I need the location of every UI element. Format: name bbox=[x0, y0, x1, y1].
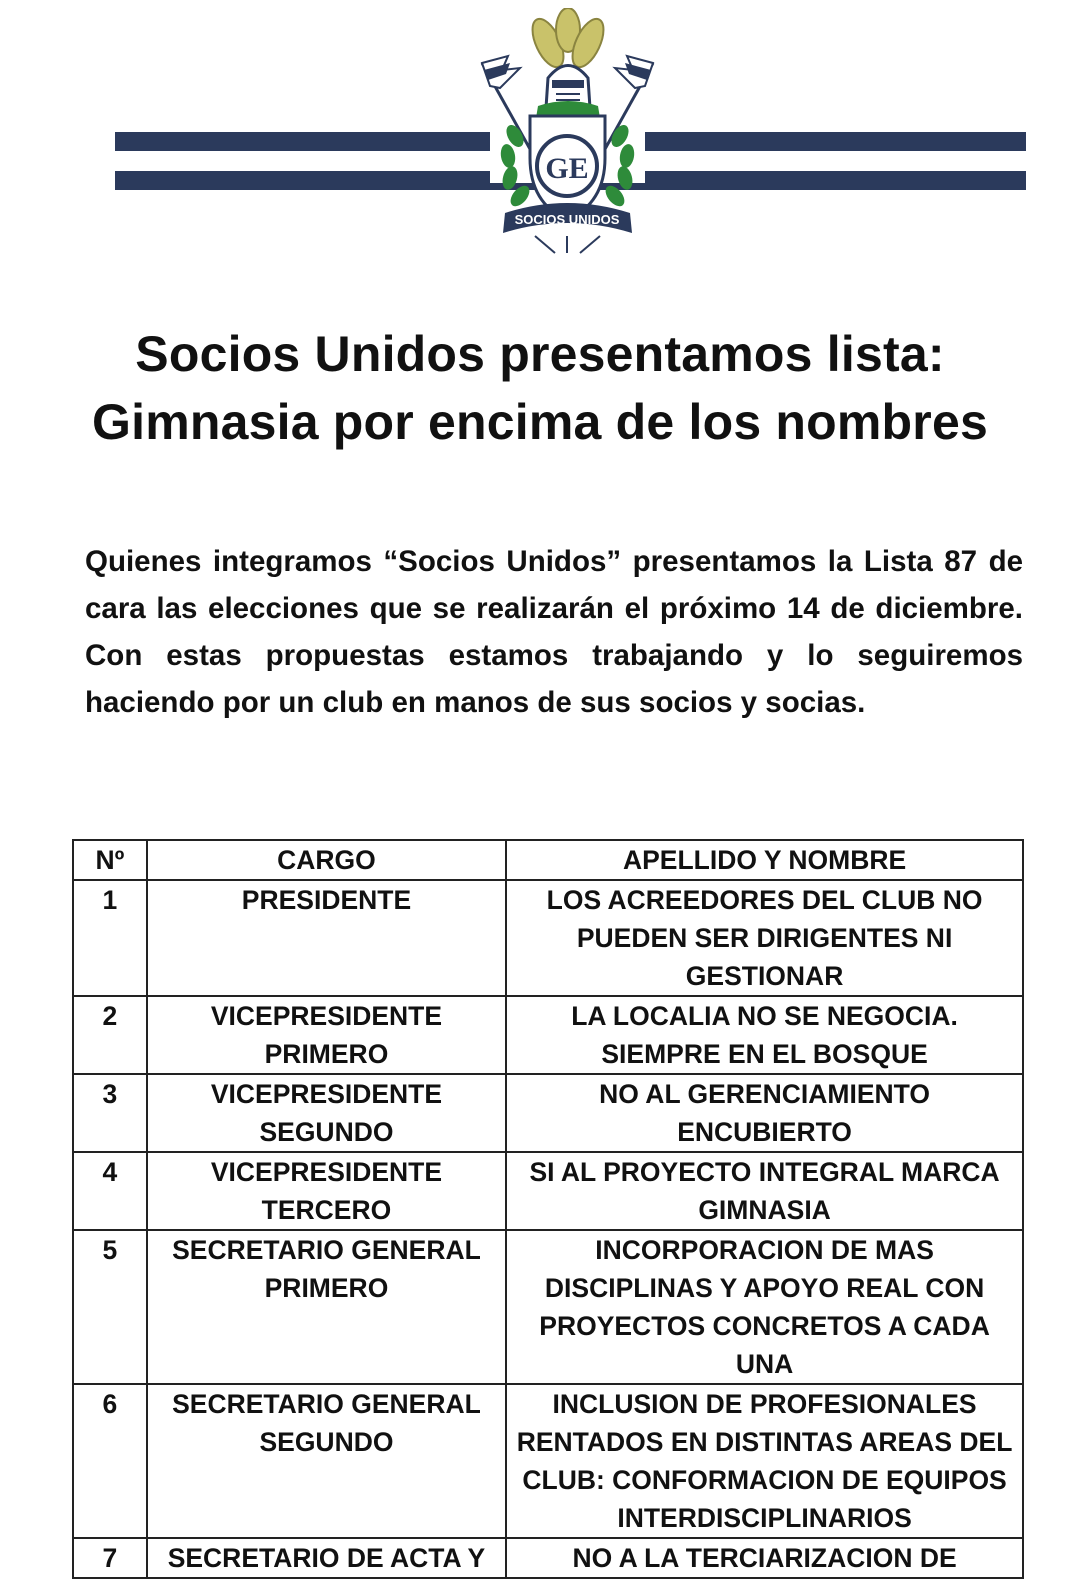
row-nombre: INCORPORACION DE MAS DISCIPLINAS Y APOYO REAL CON PROYECTOS CONCRETOS A CADA UNA bbox=[506, 1230, 1023, 1384]
row-nombre: INCLUSION DE PROFESIONALES RENTADOS EN DISTINTAS AREAS DEL CLUB: CONFORMACION DE EQUIPOS INTERDISCIPLINARIOS bbox=[506, 1384, 1023, 1538]
row-cargo: SECRETARIO GENERAL PRIMERO bbox=[147, 1230, 506, 1384]
table-row bbox=[73, 996, 1023, 1074]
page-title-line-1: Socios Unidos presentamos lista: bbox=[135, 326, 945, 382]
table-header-row bbox=[73, 840, 1023, 880]
table-row bbox=[73, 1384, 1023, 1538]
row-number: 3 bbox=[73, 1074, 147, 1152]
table-row bbox=[73, 1230, 1023, 1384]
column-header-nombre: APELLIDO Y NOMBRE bbox=[506, 840, 1023, 880]
row-cargo: PRESIDENTE bbox=[147, 880, 506, 996]
helmet-plume-icon bbox=[526, 8, 610, 72]
row-cargo: VICEPRESIDENTE SEGUNDO bbox=[147, 1074, 506, 1152]
column-header-number: Nº bbox=[73, 840, 147, 880]
knight-helmet-icon bbox=[536, 66, 600, 119]
row-number: 6 bbox=[73, 1384, 147, 1538]
row-nombre: LOS ACREEDORES DEL CLUB NO PUEDEN SER DIRIGENTES NI GESTIONAR bbox=[506, 880, 1023, 996]
page-title bbox=[0, 320, 1080, 456]
table-row bbox=[73, 880, 1023, 996]
club-crest-logo bbox=[460, 8, 675, 258]
table-row bbox=[73, 1074, 1023, 1152]
row-number: 2 bbox=[73, 996, 147, 1074]
row-cargo: SECRETARIO GENERAL SEGUNDO bbox=[147, 1384, 506, 1538]
row-nombre: NO A LA TERCIARIZACION DE bbox=[506, 1538, 1023, 1578]
row-number: 5 bbox=[73, 1230, 147, 1384]
row-number: 4 bbox=[73, 1152, 147, 1230]
row-cargo: VICEPRESIDENTE TERCERO bbox=[147, 1152, 506, 1230]
header-banner bbox=[0, 0, 1080, 270]
crest-monogram: GE bbox=[545, 152, 589, 185]
row-cargo: VICEPRESIDENTE PRIMERO bbox=[147, 996, 506, 1074]
crest-banner-text: SOCIOS UNIDOS bbox=[514, 212, 620, 227]
row-nombre: LA LOCALIA NO SE NEGOCIA. SIEMPRE EN EL BOSQUE bbox=[506, 996, 1023, 1074]
intro-paragraph: Quienes integramos “Socios Unidos” presentamos la Lista 87 de cara las elecciones que se realizarán el próximo 14 de diciembre. Con estas propuestas estamos trabajando y lo seguiremos haciendo por un club en manos de sus socios y socias. bbox=[85, 545, 1023, 719]
row-nombre: NO AL GERENCIAMIENTO ENCUBIERTO bbox=[506, 1074, 1023, 1152]
row-nombre: SI AL PROYECTO INTEGRAL MARCA GIMNASIA bbox=[506, 1152, 1023, 1230]
column-header-cargo: CARGO bbox=[147, 840, 506, 880]
table-row bbox=[73, 1152, 1023, 1230]
candidate-list-table bbox=[72, 839, 1024, 1579]
crest-banner bbox=[503, 203, 632, 253]
page-title-line-2: Gimnasia por encima de los nombres bbox=[92, 394, 988, 450]
row-number: 1 bbox=[73, 880, 147, 996]
row-cargo: SECRETARIO DE ACTA Y bbox=[147, 1538, 506, 1578]
table-row bbox=[73, 1538, 1023, 1578]
row-number: 7 bbox=[73, 1538, 147, 1578]
